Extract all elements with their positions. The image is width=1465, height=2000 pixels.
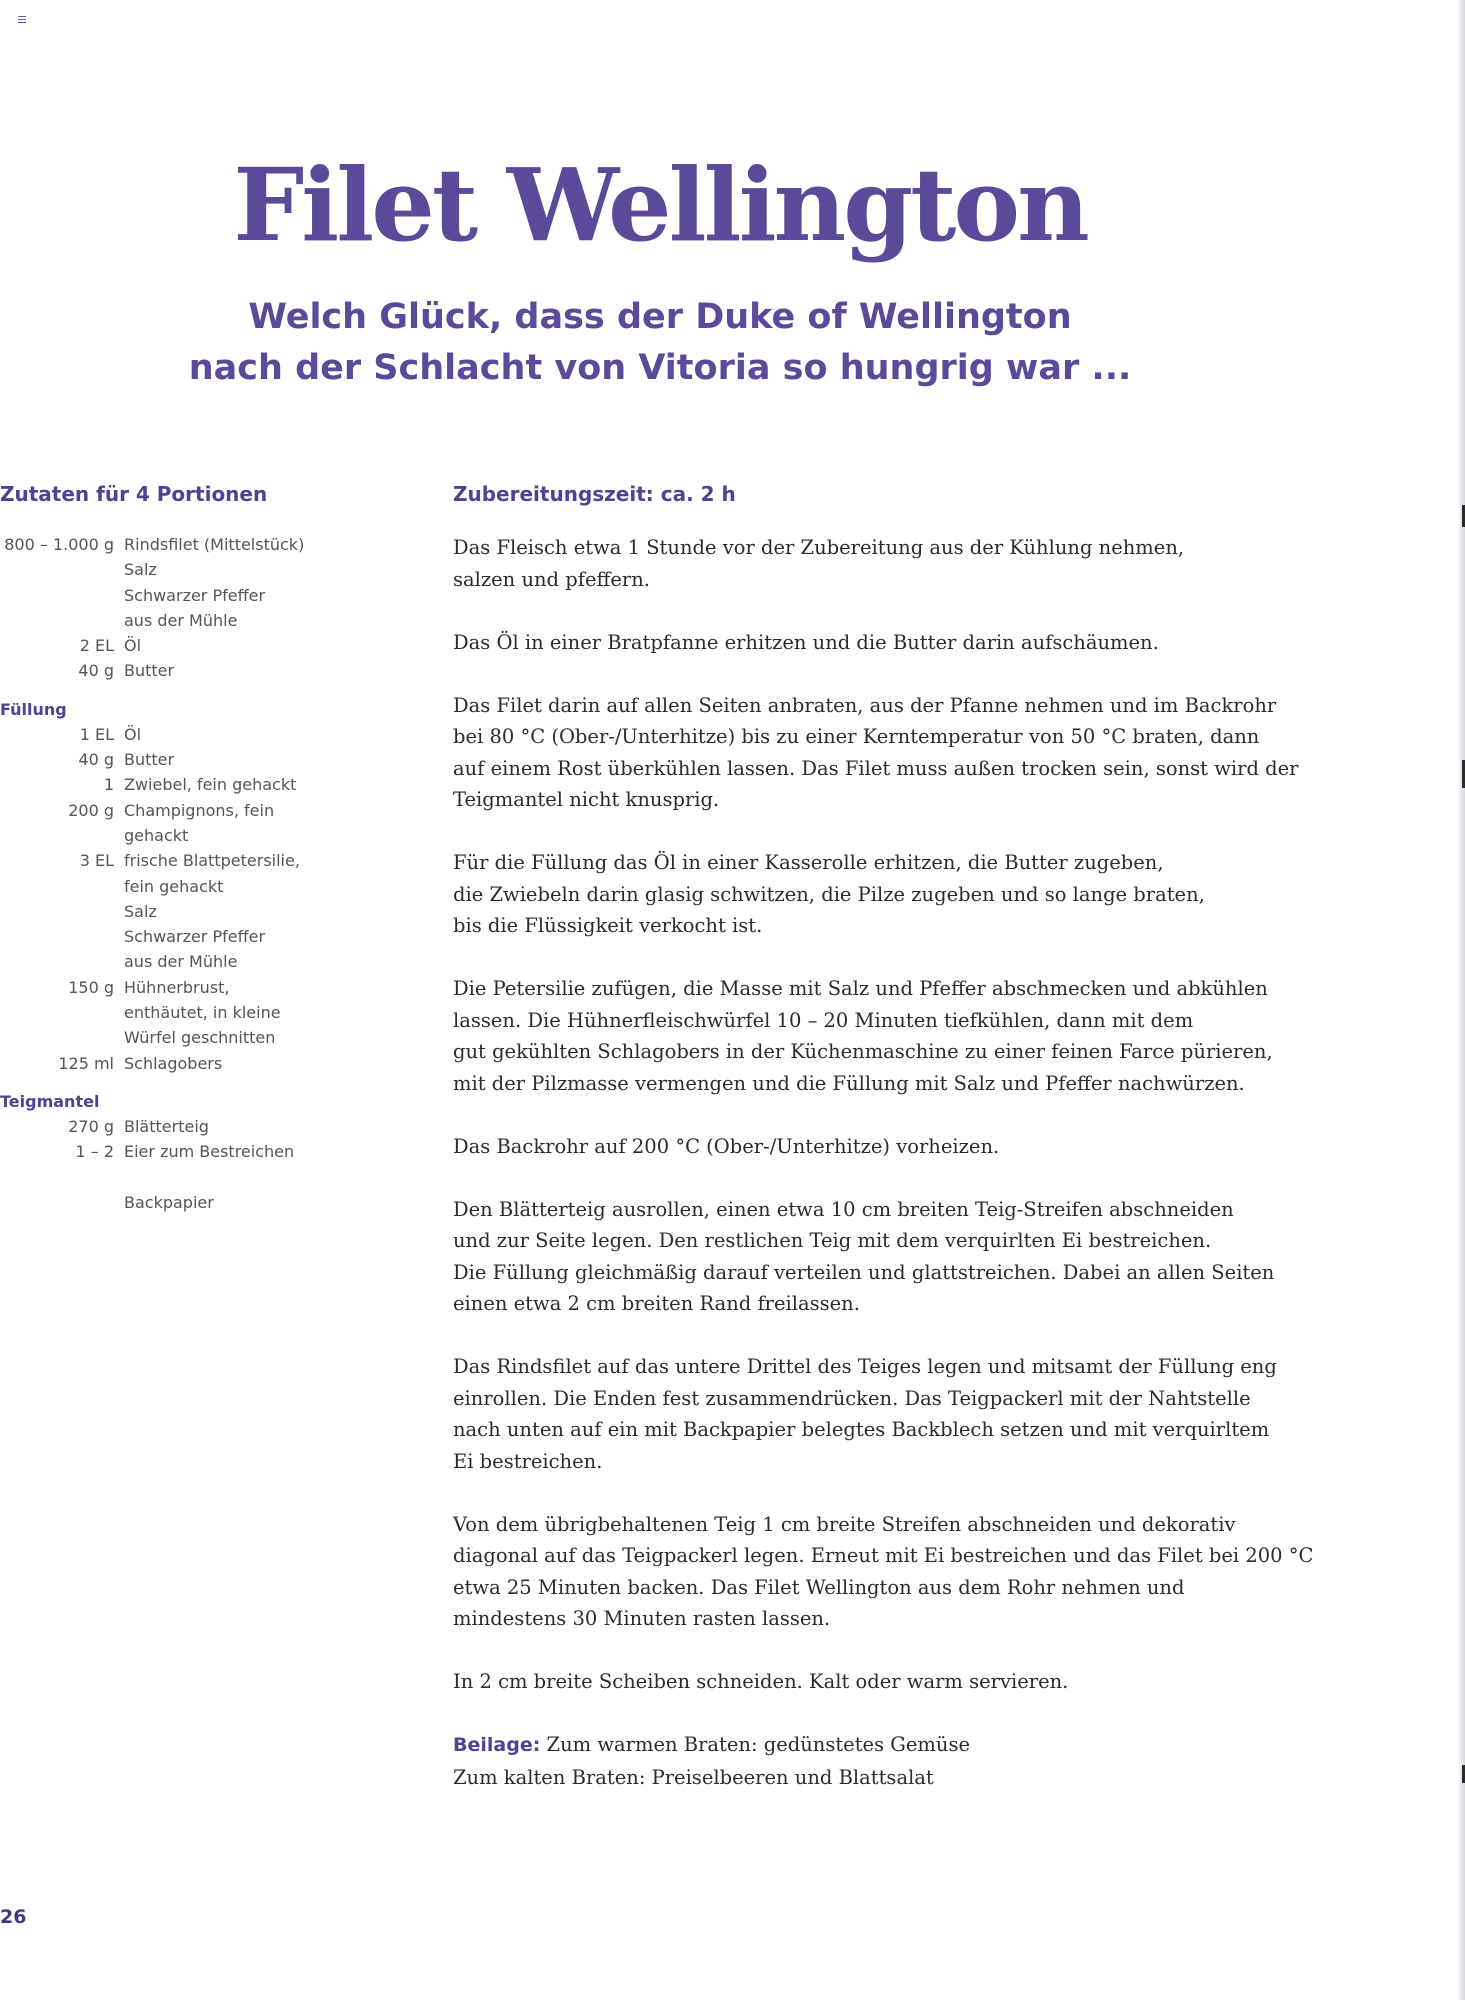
method-step-line: bis die Flüssigkeit verkocht ist.: [453, 914, 763, 937]
side-dish-line: [453, 1729, 1333, 1762]
corner-mark: [18, 16, 26, 23]
side-dish-line: Zum kalten Braten: Preiselbeeren und Blattsalat: [453, 1765, 934, 1789]
ingredient-name-line: frische Blattpetersilie,: [124, 851, 300, 871]
method-step: [453, 1666, 1333, 1698]
method-step: [453, 532, 1333, 595]
ingredient-quantity: [0, 557, 114, 582]
ingredient-name: [124, 583, 324, 634]
ingredients-filling-list: [0, 722, 330, 1076]
method-step-line: Die Petersilie zufügen, die Masse mit Salz und Pfeffer abschmecken und abkühlen: [453, 977, 1268, 1000]
ingredient-row: [0, 798, 330, 849]
method-step-line: etwa 25 Minuten backen. Das Filet Wellington aus dem Rohr nehmen und: [453, 1575, 1185, 1599]
dough-heading: Teigmantel: [0, 1091, 100, 1111]
ingredient-name-line: Würfel geschnitten: [124, 1028, 276, 1048]
ingredient-name-line: Zwiebel, fein gehackt: [124, 775, 297, 795]
ingredient-name: [124, 975, 324, 1051]
ingredient-quantity: 200 g: [68, 800, 114, 820]
recipe-title: Filet Wellington: [233, 146, 1087, 264]
ingredient-name-line: Öl: [124, 724, 142, 744]
method-step: [453, 973, 1333, 1099]
method-step-line: Das Rindsfilet auf das untere Drittel des Teiges legen und mitsamt der Füllung eng: [453, 1355, 1277, 1378]
ingredient-name: [124, 658, 324, 683]
method-step-line: salzen und pfeffern.: [453, 567, 650, 591]
ingredients-dough-list: [0, 1114, 330, 1165]
subtitle-line: nach der Schlacht von Vitoria so hungrig war ...: [188, 348, 1132, 388]
ingredient-row: [0, 848, 330, 899]
method-step: [453, 627, 1333, 659]
method-step-line: gut gekühlten Schlagobers in der Küchenmaschine zu einer feinen Farce pürieren,: [453, 1040, 1273, 1063]
ingredient-name: [124, 1139, 324, 1164]
method-step: [453, 1194, 1333, 1320]
method-step-line: mit der Pilzmasse vermengen und die Füllung mit Salz und Pfeffer nachwürzen.: [453, 1071, 1245, 1095]
method-step-line: Das Filet darin auf allen Seiten anbraten, aus der Pfanne nehmen und im Backrohr: [453, 693, 1277, 717]
ingredient-name: [124, 772, 324, 797]
ingredient-row: [0, 633, 330, 658]
subtitle-line: Welch Glück, dass der Duke of Wellington: [248, 297, 1072, 337]
method-step-line: mindestens 30 Minuten rasten lassen.: [453, 1607, 831, 1630]
ingredient-quantity: 40 g: [78, 661, 114, 681]
ingredient-row: [0, 747, 330, 772]
method-step-line: nach unten auf ein mit Backpapier belegtes Backblech setzen und mit verquirltem: [453, 1418, 1270, 1441]
ingredient-name: [124, 747, 324, 772]
ingredient-quantity: 1 – 2: [75, 1142, 114, 1162]
ingredient-quantity: 150 g: [68, 977, 114, 997]
ingredient-name-line: Champignons, fein: [124, 800, 275, 820]
side-dish-note: [453, 1729, 1333, 1793]
ingredient-name: [124, 557, 324, 582]
method-step-line: Das Öl in einer Bratpfanne erhitzen und die Butter darin aufschäumen.: [453, 630, 1159, 654]
ingredient-name: [124, 924, 324, 975]
ingredient-quantity: 1: [103, 775, 114, 795]
method-step-line: Für die Füllung das Öl in einer Kasserolle erhitzen, die Butter zugeben,: [453, 851, 1164, 874]
method-step-line: und zur Seite legen. Den restlichen Teig mit dem verquirlten Ei bestreichen.: [453, 1229, 1212, 1252]
ingredient-name: [124, 1051, 324, 1076]
method-step-line: Teigmantel nicht knusprig.: [453, 788, 720, 811]
ingredient-name: [124, 532, 324, 557]
ingredient-name: [124, 848, 324, 899]
method-step-line: die Zwiebeln darin glasig schwitzen, die Pilze zugeben und so lange braten,: [453, 882, 1205, 906]
method-step-line: einrollen. Die Enden fest zusammendrücken. Das Teigpackerl mit der Nahtstelle: [453, 1386, 1251, 1410]
ingredient-name-line: Schlagobers: [124, 1053, 223, 1073]
ingredient-quantity: 125 ml: [58, 1053, 114, 1073]
method-step-line: lassen. Die Hühnerfleischwürfel 10 – 20 Minuten tiefkühlen, dann mit dem: [453, 1008, 1194, 1032]
ingredient-quantity: [0, 924, 114, 975]
page-edge: [1458, 0, 1465, 2000]
ingredient-quantity: [0, 583, 114, 634]
ingredient-name-line: Salz: [124, 901, 157, 921]
ingredient-name-line: gehackt: [124, 825, 189, 845]
ingredient-name-line: Salz: [124, 560, 157, 580]
side-dish-text: Zum warmen Braten: gedünstetes Gemüse: [546, 1733, 971, 1756]
ingredient-name-line: aus der Mühle: [124, 610, 238, 630]
page-number: 26: [0, 1906, 27, 1928]
method-column: [453, 480, 1333, 1793]
ingredient-quantity: 270 g: [68, 1116, 114, 1136]
ingredients-main-list: [0, 532, 330, 684]
ingredient-name-line: Öl: [124, 636, 142, 656]
ingredient-name: [124, 722, 324, 747]
method-step-line: In 2 cm breite Scheiben schneiden. Kalt oder warm servieren.: [453, 1670, 1069, 1693]
ingredient-quantity: 2 EL: [79, 636, 114, 656]
ingredient-name: [124, 899, 324, 924]
ingredient-row: [0, 1190, 330, 1215]
method-step-line: auf einem Rost überkühlen lassen. Das Filet muss außen trocken sein, sonst wird der: [453, 756, 1299, 780]
ingredient-quantity: 1 EL: [79, 724, 114, 744]
ingredient-quantity: 800 – 1.000 g: [4, 535, 114, 554]
method-step-line: Das Backrohr auf 200 °C (Ober-/Unterhitze) vorheizen.: [453, 1134, 1000, 1158]
ingredient-name-line: fein gehackt: [124, 876, 224, 896]
ingredient-row: [0, 924, 330, 975]
method-step-line: bei 80 °C (Ober-/Unterhitze) bis zu einer Kerntemperatur von 50 °C braten, dann: [453, 725, 1260, 748]
method-step-line: einen etwa 2 cm breiten Rand freilassen.: [453, 1292, 860, 1315]
ingredient-row: [0, 557, 330, 582]
ingredient-row: [0, 1139, 330, 1164]
ingredients-heading: Zutaten für 4 Portionen: [0, 482, 268, 506]
ingredient-name: [124, 798, 324, 849]
method-step: [453, 1351, 1333, 1477]
ingredient-name-line: Blätterteig: [124, 1116, 209, 1136]
method-step-line: Ei bestreichen.: [453, 1449, 603, 1473]
preparation-time-heading: Zubereitungszeit: ca. 2 h: [453, 482, 736, 506]
ingredient-name: [124, 1114, 324, 1139]
ingredient-quantity: [0, 1190, 114, 1215]
method-step-line: Den Blätterteig ausrollen, einen etwa 10 cm breiten Teig-Streifen abschneiden: [453, 1197, 1234, 1221]
ingredient-row: [0, 722, 330, 747]
ingredient-quantity: [0, 899, 114, 924]
ingredient-row: [0, 975, 330, 1051]
method-step-line: diagonal auf das Teigpackerl legen. Erneut mit Ei bestreichen und das Filet bei 200 °C: [453, 1544, 1314, 1567]
ingredient-row: [0, 1051, 330, 1076]
ingredient-name-line: Schwarzer Pfeffer: [124, 927, 266, 947]
method-step: [453, 690, 1333, 816]
ingredient-extra: Backpapier: [124, 1192, 214, 1212]
method-step: [453, 1131, 1333, 1163]
ingredient-quantity: 3 EL: [79, 851, 114, 871]
ingredient-row: [0, 532, 330, 557]
method-step: [453, 847, 1333, 942]
ingredient-row: [0, 658, 330, 683]
ingredient-name-line: aus der Mühle: [124, 952, 238, 972]
ingredient-row: [0, 583, 330, 634]
filling-heading: Füllung: [0, 699, 67, 719]
ingredient-name: [124, 633, 324, 658]
method-step-line: Die Füllung gleichmäßig darauf verteilen und glattstreichen. Dabei an allen Seiten: [453, 1260, 1275, 1284]
ingredient-name-line: Butter: [124, 750, 175, 770]
method-steps: [453, 532, 1333, 1698]
ingredient-name-line: Butter: [124, 661, 175, 681]
ingredient-name-line: Hühnerbrust,: [124, 977, 230, 997]
ingredient-row: [0, 899, 330, 924]
ingredient-name-line: Eier zum Bestreichen: [124, 1142, 295, 1162]
ingredient-name-line: Rindsfilet (Mittelstück): [124, 535, 305, 554]
ingredient-name-line: enthäutet, in kleine: [124, 1003, 281, 1023]
ingredients-column: [0, 480, 330, 1215]
side-dish-label: Beilage:: [453, 1734, 541, 1756]
method-step-line: Das Fleisch etwa 1 Stunde vor der Zubereitung aus der Kühlung nehmen,: [453, 536, 1185, 559]
ingredient-quantity: 40 g: [78, 750, 114, 770]
recipe-subtitle: [0, 292, 1320, 394]
method-step-line: Von dem übrigbehaltenen Teig 1 cm breite Streifen abschneiden und dekorativ: [453, 1512, 1236, 1536]
ingredient-row: [0, 1114, 330, 1139]
ingredient-name-line: Schwarzer Pfeffer: [124, 585, 266, 605]
method-step: [453, 1509, 1333, 1635]
ingredient-row: [0, 772, 330, 797]
